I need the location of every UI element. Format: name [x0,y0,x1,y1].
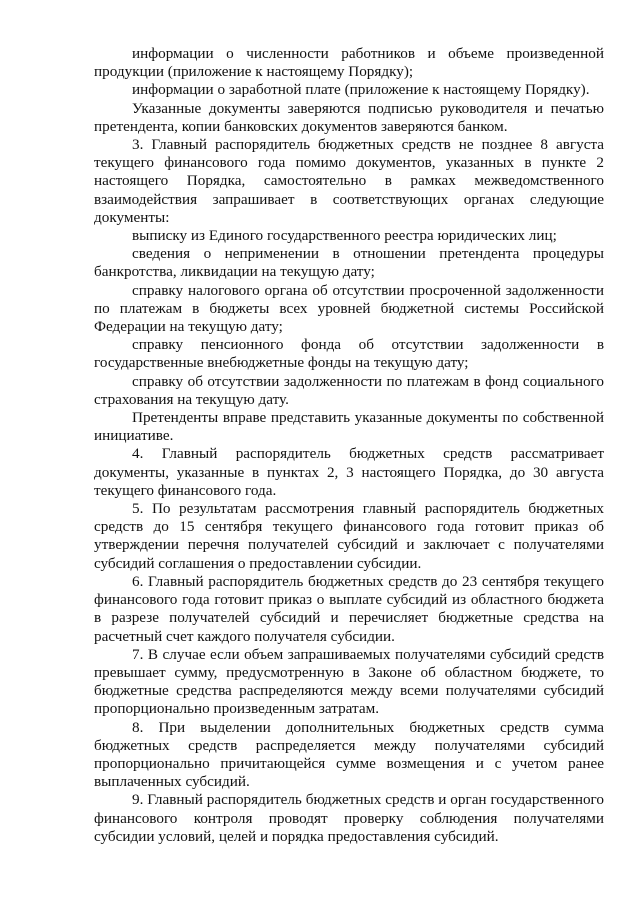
paragraph-item-4: 4. Главный распорядитель бюджетных средств рассматривает документы, указанные в пунктах 2, 3 настоящего Порядка, до 30 августа текущего финансового года. [94,445,604,499]
paragraph-social-insurance-certificate: справку об отсутствии задолженности по платежам в фонд социального страхования на текущую дату. [94,372,604,408]
paragraph-certification: Указанные документы заверяются подписью руководителя и печатью претендента, копии банковских документов заверяются банком. [94,99,604,135]
paragraph-production-info: информации о численности работников и объеме произведенной продукции (приложение к настоящему Порядку); [94,45,604,81]
paragraph-item-7: 7. В случае если объем запрашиваемых получателями субсидий средств превышает сумму, предусмотренную в Законе об областном бюджете, то бюджетные средства распределяются между всеми получателями субсидий пропорционально произведенным затратам. [94,645,604,718]
paragraph-pension-certificate: справку пенсионного фонда об отсутствии задолженности в государственные внебюджетные фонды на текущую дату; [94,336,604,372]
document-body [94,45,604,846]
paragraph-item-3: 3. Главный распорядитель бюджетных средств не позднее 8 августа текущего финансового года помимо документов, указанных в пункте 2 настоящего Порядка, самостоятельно в рамках межведомственного взаимодействия запрашивает в соответствующих органах следующие документы: [94,136,604,226]
paragraph-own-initiative: Претенденты вправе представить указанные документы по собственной инициативе. [94,409,604,445]
paragraph-registry-extract: выписку из Единого государственного реестра юридических лиц; [132,227,557,245]
paragraph-item-8: 8. При выделении дополнительных бюджетных средств сумма бюджетных средств распределяется между получателями субсидий пропорционально причитающейся сумме возмещения и с учетом ранее выплаченных субсидий. [94,718,604,791]
paragraph-item-5: 5. По результатам рассмотрения главный распорядитель бюджетных средств до 15 сентября текущего финансового года готовит приказ об утверждении перечня получателей субсидий и заключает с получателями субсидий соглашения о предоставлении субсидии. [94,500,604,572]
paragraph-salary-info: информации о заработной плате (приложение к настоящему Порядку). [132,81,590,99]
paragraph-item-9: 9. Главный распорядитель бюджетных средств и орган государственного финансового контроля проводят проверку соблюдения получателями субсидии условий, целей и порядка предоставления субсидий. [94,791,604,845]
paragraph-item-6: 6. Главный распорядитель бюджетных средств до 23 сентября текущего финансового года готовит приказ о выплате субсидий из областного бюджета в разрезе получателей субсидий и перечисляет бюджетные средства на расчетный счет каждого получателя субсидии. [94,572,604,645]
paragraph-bankruptcy-info: сведения о неприменении в отношении претендента процедуры банкротства, ликвидации на текущую дату; [94,245,604,281]
paragraph-tax-certificate: справку налогового органа об отсутствии просроченной задолженности по платежам в бюджеты всех уровней бюджетной системы Российской Федерации на текущую дату; [94,281,604,336]
